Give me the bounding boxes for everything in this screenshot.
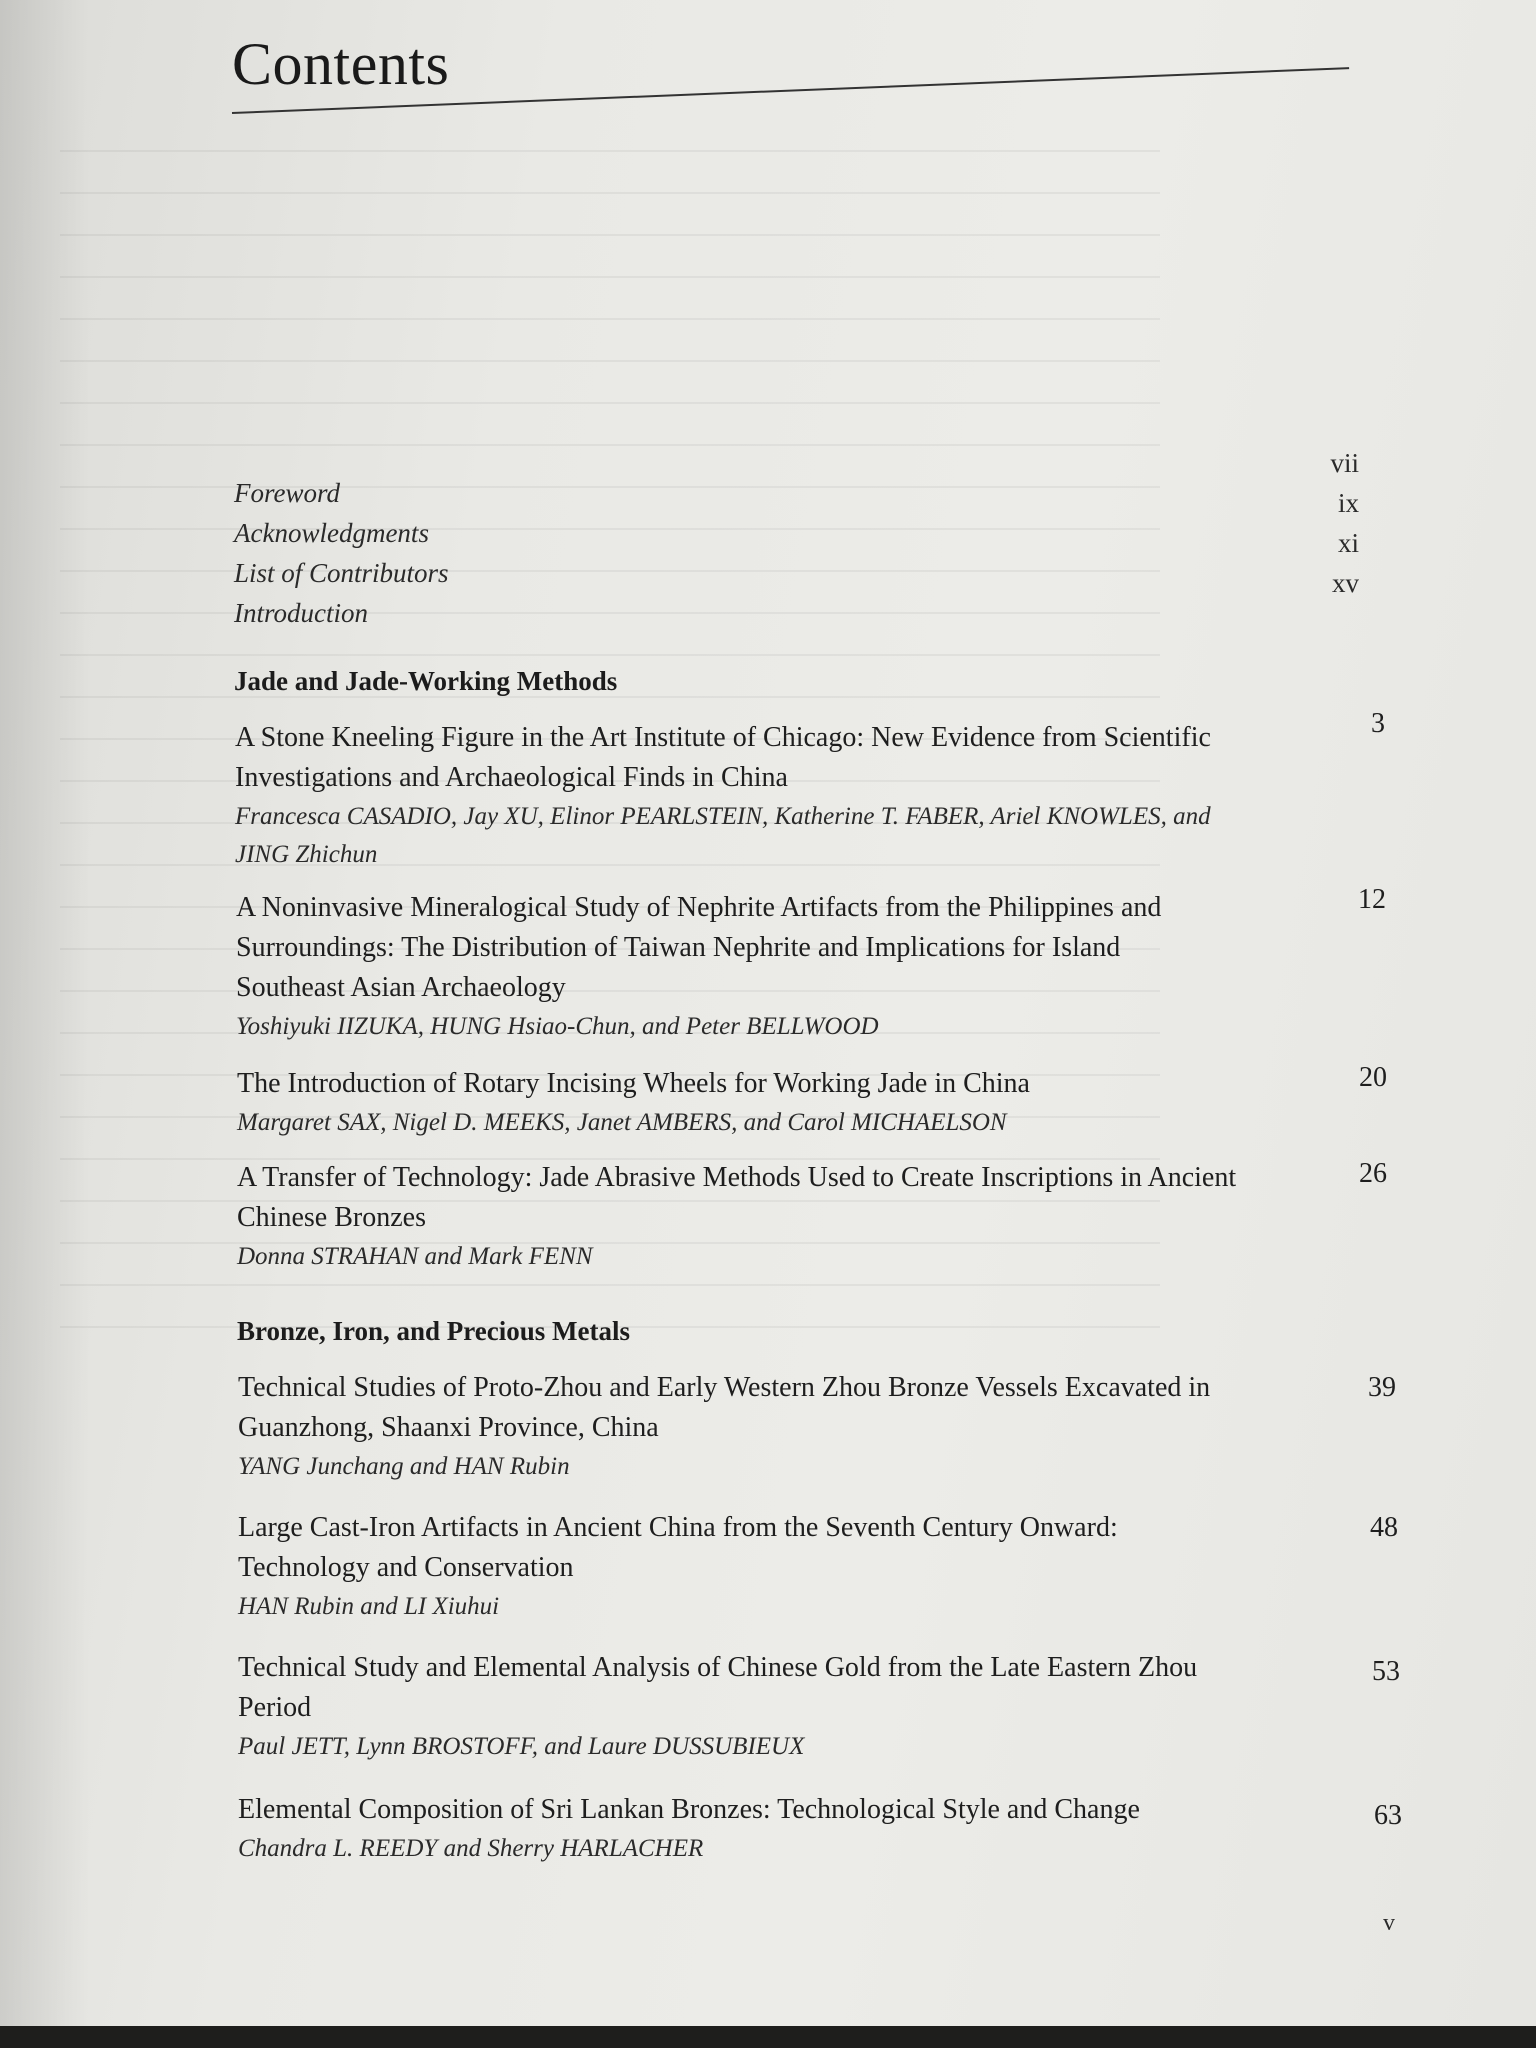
front-matter-item [234, 448, 1359, 518]
entry-page-number: 3 [1371, 708, 1385, 739]
entry-authors: HAN Rubin and LI Xiuhui [238, 1593, 500, 1620]
entry-authors: Yoshiyuki IIZUKA, HUNG Hsiao-Chun, and Peter BELLWOOD [236, 1013, 879, 1040]
front-matter-label: List of Contributors [234, 558, 449, 588]
toc-entry [236, 884, 1386, 1046]
entry-page-number: 12 [1358, 884, 1386, 915]
entry-page-number: 26 [1359, 1158, 1387, 1189]
front-matter-page: vii [1330, 448, 1359, 478]
front-matter-page: ix [1337, 488, 1359, 518]
entry-authors: YANG Junchang and HAN Rubin [238, 1453, 570, 1480]
entry-authors: Francesca CASADIO, Jay XU, Elinor PEARLSTEIN, Katherine T. FABER, Ariel KNOWLES, and JING Zhichun [235, 803, 1211, 868]
toc-entry [237, 1158, 1387, 1276]
front-matter-page: xi [1337, 528, 1359, 558]
page-folio: v [1383, 1910, 1395, 1936]
entry-authors: Donna STRAHAN and Mark FENN [237, 1243, 593, 1270]
entry-authors: Margaret SAX, Nigel D. MEEKS, Janet AMBERS, and Carol MICHAELSON [237, 1109, 1007, 1136]
entry-page-number: 53 [1372, 1656, 1400, 1687]
entry-title: Technical Studies of Proto-Zhou and Early Western Zhou Bronze Vessels Excavated in Guanzhong, Shaanxi Province, China [238, 1372, 1211, 1443]
entry-page-number: 63 [1374, 1800, 1402, 1831]
entry-page-number: 48 [1370, 1512, 1398, 1543]
section-heading: Jade and Jade-Working Methods [234, 666, 618, 696]
front-matter-label: Introduction [234, 598, 368, 628]
front-matter-label: Acknowledgments [234, 518, 429, 548]
entry-title: Large Cast-Iron Artifacts in Ancient China from the Seventh Century Onward: Technology and Conservation [238, 1512, 1118, 1583]
toc-entry [238, 1508, 1398, 1626]
front-matter-list [234, 448, 1359, 638]
page-title: Contents [232, 31, 450, 97]
entry-title: A Transfer of Technology: Jade Abrasive Methods Used to Create Inscriptions in Ancient Chinese Bronzes [237, 1162, 1237, 1233]
entry-title: A Noninvasive Mineralogical Study of Nephrite Artifacts from the Philippines and Surroundings: The Distribution of Taiwan Nephrite and Implications for Island Southeast Asian Archaeology [236, 892, 1162, 1003]
toc-entry [238, 1368, 1396, 1486]
entry-title: Elemental Composition of Sri Lankan Bronzes: Technological Style and Change [238, 1794, 1140, 1825]
entry-authors: Chandra L. REEDY and Sherry HARLACHER [238, 1835, 704, 1862]
entry-authors: Paul JETT, Lynn BROSTOFF, and Laure DUSSUBIEUX [238, 1733, 805, 1760]
toc-entry [235, 708, 1385, 874]
front-matter-label: Foreword [234, 478, 340, 508]
section-heading: Bronze, Iron, and Precious Metals [237, 1316, 630, 1346]
front-matter-page: xv [1332, 568, 1359, 598]
toc-entry [238, 1648, 1400, 1766]
toc-entry [238, 1790, 1402, 1868]
entry-page-number: 20 [1359, 1062, 1387, 1093]
entry-page-number: 39 [1368, 1372, 1396, 1403]
entry-title: A Stone Kneeling Figure in the Art Institute of Chicago: New Evidence from Scientific Investigations and Archaeological Finds in China [235, 722, 1211, 793]
toc-entry [237, 1064, 1387, 1142]
entry-title: The Introduction of Rotary Incising Wheels for Working Jade in China [237, 1068, 1030, 1099]
entry-title: Technical Study and Elemental Analysis of Chinese Gold from the Late Eastern Zhou Period [238, 1652, 1198, 1723]
